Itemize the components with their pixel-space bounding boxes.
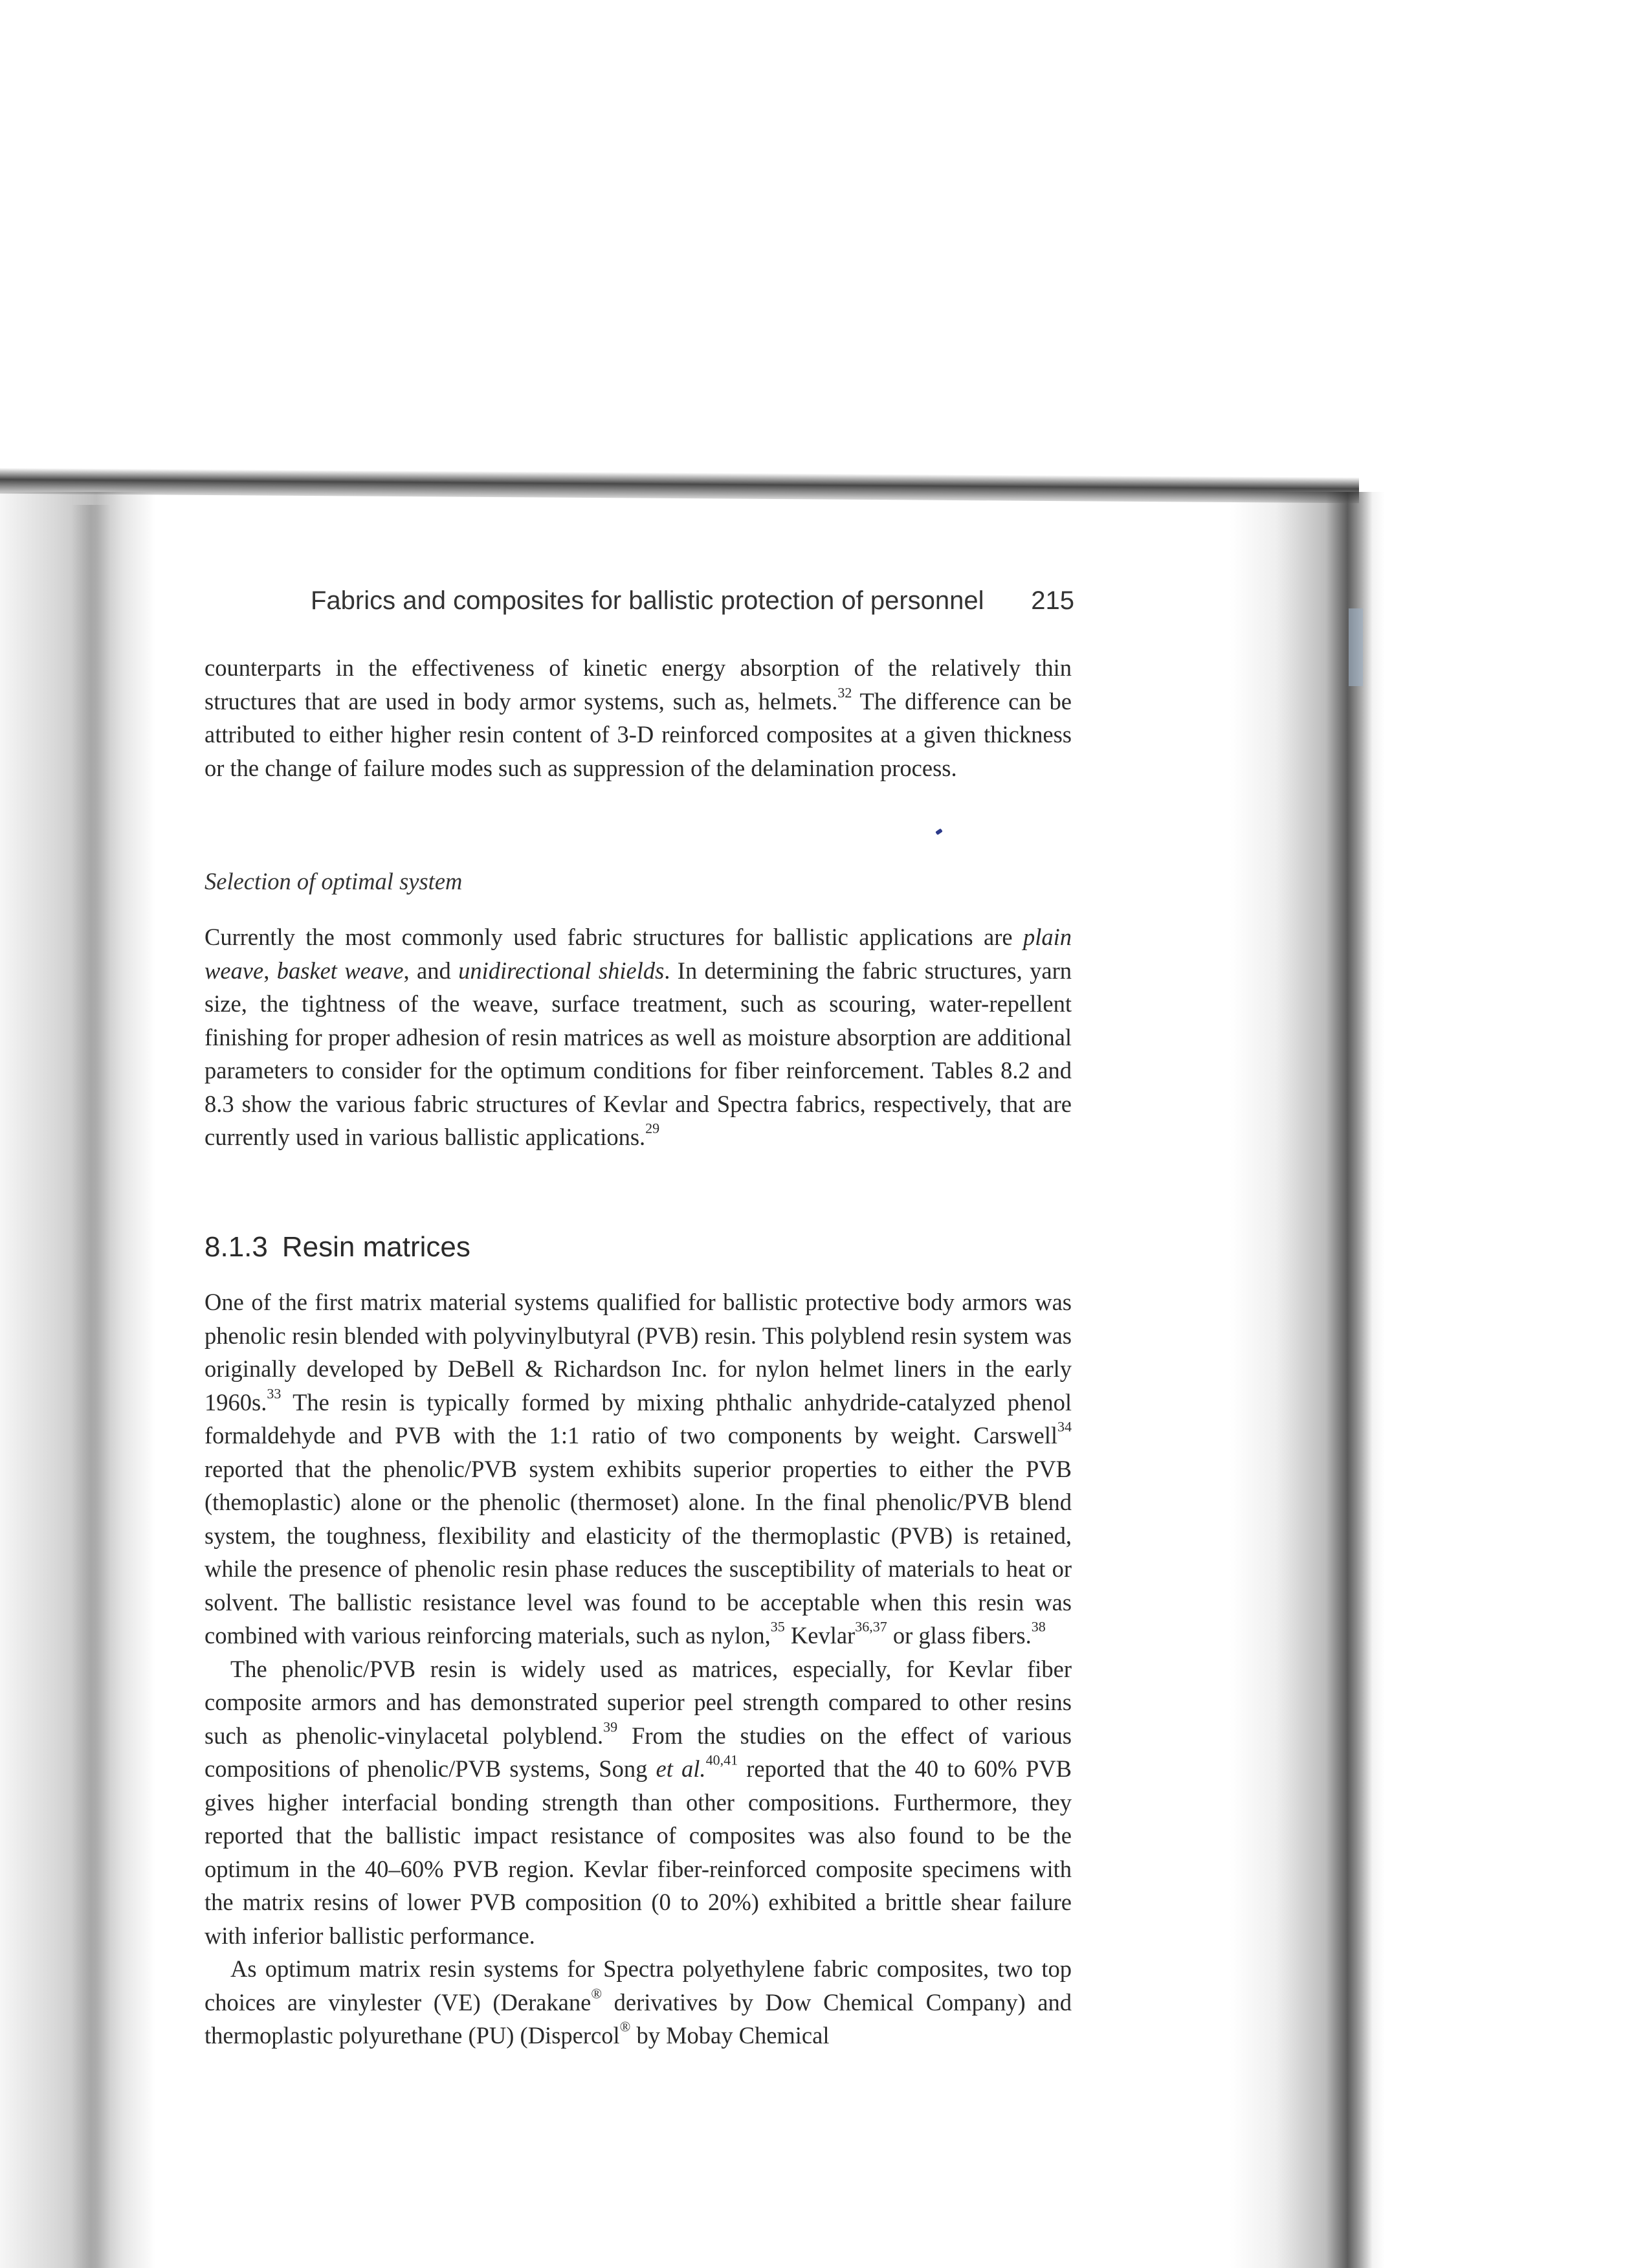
emphasis: unidirectional shields bbox=[458, 957, 665, 984]
paragraph-resin bbox=[204, 1285, 1072, 2052]
emphasis: plain weave bbox=[204, 924, 1072, 984]
page-edge-shadow-right bbox=[1230, 492, 1385, 2268]
section-title: Resin matrices bbox=[282, 1231, 470, 1263]
citation: 34 bbox=[1057, 1418, 1072, 1435]
paragraph-text: reported that the phenolic/PVB system exhibits superior properties to either the PVB (themoplastic) alone or the phenolic (thermoset) alone. In the final phenolic/PVB blend system, the toughness, flexibility and elasticity of the thermoplastic (PVB) is retained, while the presence of phenolic resin phase reduces the susceptibility of materials to heat or solvent. The ballistic resistance level was found to be acceptable when this resin was combined with various reinforcing materials, such as nylon, bbox=[204, 1455, 1072, 1649]
citation: 38 bbox=[1031, 1618, 1046, 1635]
page-top-edge bbox=[0, 468, 1359, 504]
paragraph-selection bbox=[204, 920, 1072, 1154]
paragraph-text: The phenolic/PVB resin is widely used as matrices, especially, for Kevlar fiber composite armors and has demonstrated superior peel strength compared to other resins such as phenolic-vinylacetal polyblend. bbox=[204, 1655, 1072, 1749]
page-number: 215 bbox=[1031, 586, 1074, 615]
paragraph-text: Currently the most commonly used fabric structures for ballistic applications are bbox=[204, 924, 1023, 950]
section-number: 8.1.3 bbox=[204, 1231, 268, 1263]
pen-mark bbox=[935, 828, 943, 836]
paragraph-text: by Mobay Chemical bbox=[630, 2022, 830, 2049]
running-head bbox=[311, 586, 1074, 625]
citation: 29 bbox=[645, 1120, 660, 1137]
paragraph-text: One of the first matrix material systems qualified for ballistic protective body armors was phenolic resin blended with polyvinylbutyral (PVB) resin. This polyblend resin system was originally developed by DeBell & Richardson Inc. for nylon helmet liners in the early 1960s. bbox=[204, 1289, 1072, 1416]
citation: 40,41 bbox=[705, 1751, 738, 1768]
separator: , bbox=[263, 957, 277, 984]
paragraph-text: The difference can be attributed to either higher resin content of 3-D reinforced composites at a given thickness or the change of failure modes such as suppression of the delamination process. bbox=[204, 687, 1072, 781]
emphasis: et al. bbox=[656, 1755, 706, 1782]
paragraph-intro bbox=[204, 651, 1072, 784]
registered-mark: ® bbox=[619, 2018, 631, 2035]
page-edge-tint bbox=[1349, 608, 1363, 686]
paragraph-text: . In determining the fabric structures, yarn size, the tightness of the weave, surface treatment, such as scouring, water-repellent finishing for proper adhesion of resin matrices as well as moisture absorption are additional parameters to consider for the optimum conditions for fiber reinforcement. Tables 8.2 and 8.3 show the various fabric structures of Kevlar and Spectra fabrics, respectively, that are currently used in various ballistic applications. bbox=[204, 957, 1072, 1150]
citation: 39 bbox=[603, 1718, 618, 1735]
separator: , and bbox=[403, 957, 459, 984]
paragraph-text: The resin is typically formed by mixing phthalic anhydride-catalyzed phenol formaldehyde and PVB with the 1:1 ratio of two components by weight. Carswell bbox=[204, 1388, 1072, 1449]
subsection-title: Selection of optimal system bbox=[204, 868, 463, 895]
running-head-title: Fabrics and composites for ballistic protection of personnel bbox=[311, 586, 984, 615]
citation: 33 bbox=[267, 1384, 282, 1401]
paragraph-text: reported that the 40 to 60% PVB gives higher interfacial bonding strength than other compositions. Furthermore, they reported that the ballistic impact resistance of composites was also found to be the optimum in the 40–60% PVB region. Kevlar fiber-reinforced composite specimens with the matrix resins of lower PVB composition (0 to 20%) exhibited a brittle shear failure with inferior ballistic performance. bbox=[204, 1755, 1072, 1949]
citation: 36,37 bbox=[855, 1618, 887, 1635]
binding-shadow-left-inner bbox=[71, 505, 110, 2268]
paragraph-text: counterparts in the effectiveness of kinetic energy absorption of the relatively thin structures that are used in body armor systems, such as, helmets. bbox=[204, 654, 1072, 715]
paragraph-text: derivatives by Dow Chemical Company) and thermoplastic polyurethane (PU) (Dispercol bbox=[204, 1988, 1072, 2049]
citation: 32 bbox=[837, 684, 852, 700]
citation: 35 bbox=[770, 1618, 785, 1635]
section-heading bbox=[204, 1231, 470, 1263]
paragraph-text: As optimum matrix resin systems for Spectra polyethylene fabric composites, two top choices are vinylester (VE) (Derakane bbox=[204, 1955, 1072, 2016]
paragraph-text: From the studies on the effect of various compositions of phenolic/PVB systems, Song bbox=[204, 1722, 1072, 1782]
registered-mark: ® bbox=[591, 1984, 602, 2001]
emphasis: basket weave bbox=[276, 957, 404, 984]
paragraph-text: Kevlar bbox=[784, 1622, 856, 1649]
paragraph-text: or glass fibers. bbox=[887, 1622, 1032, 1649]
